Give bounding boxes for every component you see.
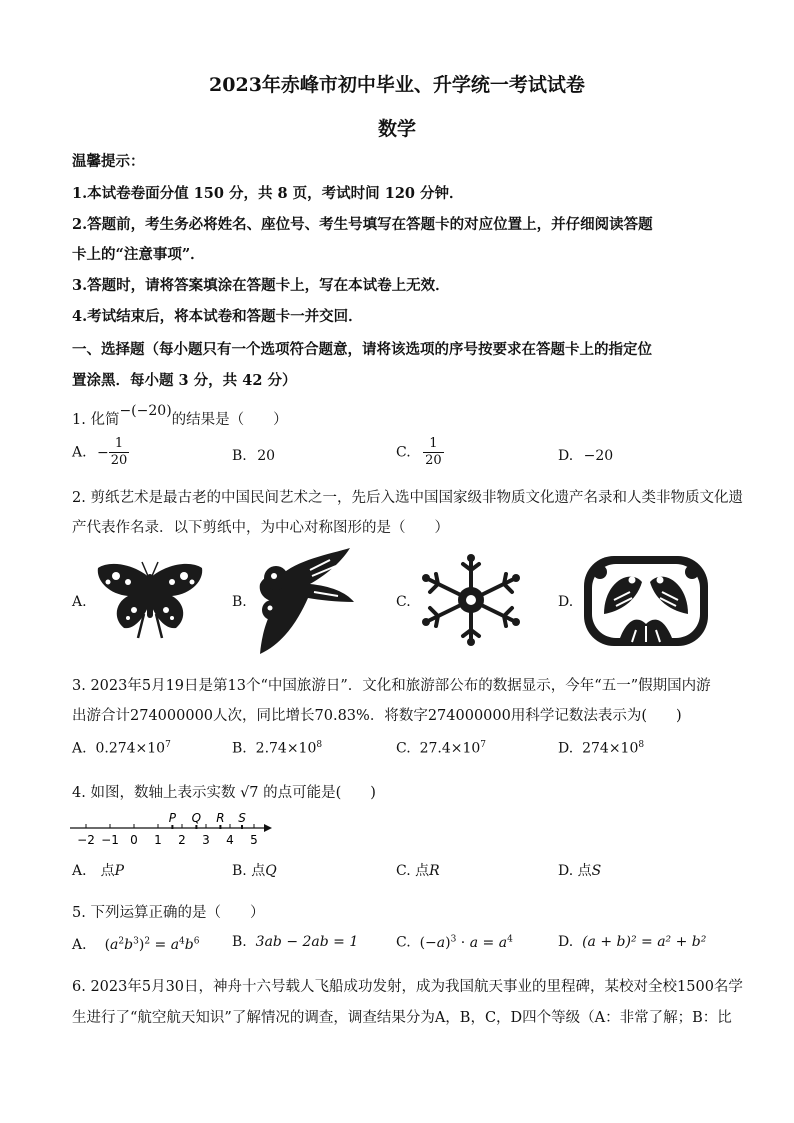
number-line-point-label: P bbox=[168, 811, 177, 825]
q3-option-a: A. $0.274\times 10^7$ bbox=[72, 740, 171, 757]
q1-option-c: C. $\frac{1}{20}$ bbox=[396, 436, 442, 468]
q4-option-a: A． 点P bbox=[72, 863, 124, 879]
exam-title: 2023年赤峰市初中毕业、升学统一考试试卷 bbox=[209, 74, 585, 96]
q4-radical: √7 bbox=[240, 785, 259, 801]
exam-subject: 数学 bbox=[377, 118, 416, 140]
q1-expression: −(−20) bbox=[119, 403, 172, 419]
q4-option-d: D. 点S bbox=[558, 863, 602, 879]
q2-option-b-label: B. bbox=[232, 594, 247, 610]
swallow-papercut-icon bbox=[250, 546, 354, 656]
tip-2: 2.答题前，考生务必将姓名、座位号、考生号填写在答题卡的对应位置上，并仔细阅读答题 bbox=[72, 216, 653, 233]
number-line-tick-label: 5 bbox=[250, 833, 258, 847]
q2-option-d-label: D. bbox=[558, 594, 574, 610]
q3-stem: 3. 2023年5月19日是第13个“中国旅游日”．文化和旅游部公布的数据显示，今年“五一”假期国内游 bbox=[72, 678, 711, 694]
q6-stem: 6. 2023年5月30日，神舟十六号载人飞船成功发射，成为我国航天事业的里程碑，某校对全校1500名学 bbox=[72, 979, 743, 995]
number-line-tick-label: 1 bbox=[154, 833, 162, 847]
q1-option-a: A. − $\frac{1}{20}$ bbox=[72, 436, 128, 468]
number-line-tick-label: 4 bbox=[226, 833, 234, 847]
q5-option-c: C. $(-a)^3 \cdot a = a^4$ bbox=[396, 934, 513, 951]
q6-stem-cont: 生进行了“航空航天知识”了解情况的调查，调查结果分为A，B，C，D四个等级（A：非常了解；B：比 bbox=[72, 1010, 732, 1026]
tip-3: 3.答题时，请将答案填涂在答题卡上，写在本试卷上无效． bbox=[72, 277, 450, 294]
q2-option-c-label: C. bbox=[396, 594, 411, 610]
q2-option-a-label: A. bbox=[72, 594, 87, 610]
q5-option-a: A． $(a^2b^3)^2 = a^4b^6$ bbox=[72, 936, 200, 953]
q3-option-d: D. $274\times 10^8$ bbox=[558, 740, 645, 757]
snowflake-papercut-icon bbox=[418, 554, 524, 646]
tip-1: 1.本试卷卷面分值 150 分，共 8 页，考试时间 120 分钟． bbox=[72, 185, 464, 202]
tip-4: 4.考试结束后，将本试卷和答题卡一并交回． bbox=[72, 308, 363, 325]
tip-2-cont: 卡上的“注意事项”． bbox=[72, 246, 205, 263]
section-1-heading-cont: 置涂黑．每小题 3 分，共 42 分） bbox=[72, 372, 297, 389]
q1-a-fraction: $\frac{1}{20}$ bbox=[110, 436, 128, 468]
number-line bbox=[68, 806, 278, 852]
section-1-heading: 一、选择题（每小题只有一个选项符合题意，请将该选项的序号按要求在答题卡上的指定位 bbox=[72, 341, 652, 358]
q3-option-b: B. $2.74\times 10^8$ bbox=[232, 740, 323, 757]
q4-stem: 4. 如图，数轴上表示实数 √7 的点可能是( ) bbox=[72, 785, 376, 801]
q5-stem: 5. 下列运算正确的是（ ） bbox=[72, 905, 265, 921]
q5-option-d: D. (a + b)² = a² + b² bbox=[558, 934, 707, 950]
q2-stem-cont: 产代表作名录．以下剪纸中，为中心对称图形的是（ ） bbox=[72, 520, 449, 536]
butterfly-papercut-icon bbox=[94, 558, 206, 642]
number-line-tick-label: −1 bbox=[101, 833, 119, 847]
number-line-point-label: Q bbox=[191, 811, 202, 825]
q3-option-c: C. $27.4\times 10^7$ bbox=[396, 740, 487, 757]
number-line-tick-label: −2 bbox=[77, 833, 95, 847]
q4-option-b: B. 点Q bbox=[232, 863, 277, 879]
q4-option-c: C. 点R bbox=[396, 863, 440, 879]
twin-fish-papercut-icon bbox=[580, 552, 712, 650]
q5-option-b: B. 3ab − 2ab = 1 bbox=[232, 934, 359, 950]
number-line-arrow bbox=[264, 824, 272, 832]
q1-stem: 1. 化简−(−20)的结果是（ ） bbox=[72, 403, 288, 428]
q2-stem: 2. 剪纸艺术是最古老的中国民间艺术之一，先后入选中国国家级非物质文化遗产名录和人类非物质文化遗 bbox=[72, 490, 743, 506]
number-line-tick-label: 2 bbox=[178, 833, 186, 847]
number-line-tick-label: 0 bbox=[130, 833, 138, 847]
number-line-tick-label: 3 bbox=[202, 833, 210, 847]
q1-c-fraction: $\frac{1}{20}$ bbox=[425, 436, 442, 468]
q3-stem-cont: 出游合计274000000人次，同比增长70.83%．将数字274000000用科学记数法表示为( ) bbox=[72, 708, 682, 724]
number-line-point-label: S bbox=[238, 811, 246, 825]
number-line-point-label: R bbox=[216, 811, 225, 825]
q1-option-b: B. 20 bbox=[232, 448, 276, 464]
tips-heading: 温馨提示： bbox=[72, 153, 145, 170]
q1-option-d: D. −20 bbox=[558, 448, 614, 464]
